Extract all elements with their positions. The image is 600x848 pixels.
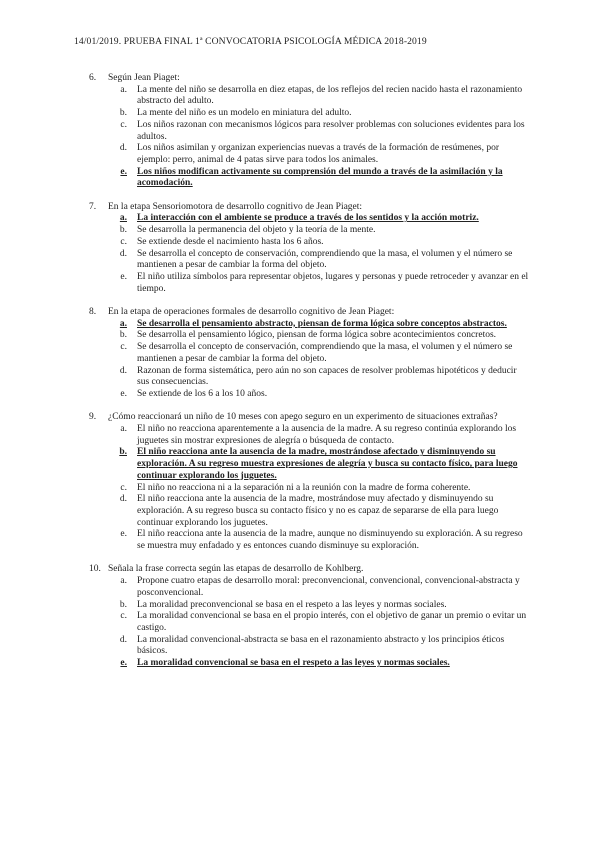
option-letter: d.	[119, 365, 127, 376]
option-text: La moralidad preconvencional se basa en el respeto a las leyes y normas sociales.	[137, 599, 447, 610]
option-text: Los niños asimilan y organizan experiencias nuevas a través de la formación de resúmenes, por ejemplo: perro, animal de 4 patas sirve para todos los animales.	[137, 143, 500, 165]
option-text: La mente del niño se desarrolla en diez etapas, de los reflejos del recien nacido hasta el razonamiento abstracto del adulto.	[137, 84, 523, 107]
option-b	[110, 330, 529, 342]
option-letter: c.	[120, 119, 127, 130]
option-letter: a.	[119, 318, 127, 329]
question-8	[89, 307, 529, 401]
option-b	[110, 225, 529, 237]
question-number: 7.	[89, 201, 97, 212]
question-10	[89, 564, 529, 669]
option-c	[110, 120, 529, 143]
option-c	[110, 342, 529, 365]
option-b-correct	[110, 447, 529, 482]
option-letter: e.	[120, 658, 127, 669]
question-text: Según Jean Piaget:	[108, 73, 180, 83]
question-text: Señala la frase correcta según las etapas de desarrollo de Kohlberg.	[108, 564, 364, 575]
option-c	[110, 483, 529, 495]
option-d	[110, 366, 529, 389]
option-a	[110, 424, 529, 447]
option-letter: a.	[120, 576, 127, 587]
option-list	[89, 85, 529, 190]
option-text: El niño utiliza símbolos para representar objetos, lugares y personas y puede retroceder y avanzar en el tiempo.	[137, 271, 529, 294]
option-text: El niño no reacciona ni a la separación ni a la reunión con la madre de forma coherente.	[137, 482, 471, 493]
question-6	[89, 73, 529, 190]
option-letter: b.	[119, 330, 127, 341]
question-text: ¿Cómo reaccionará un niño de 10 meses con apego seguro en un experimento de situaciones extrañas?	[108, 412, 498, 423]
option-e	[110, 529, 529, 552]
option-letter: e.	[120, 166, 127, 177]
question-number: 10.	[89, 564, 101, 575]
option-list	[89, 319, 529, 401]
option-letter: e.	[120, 271, 127, 282]
option-text: Se extiende desde el nacimiento hasta los 6 años.	[137, 236, 324, 247]
option-text: Se desarrolla el concepto de conservación, comprendiendo que la masa, el volumen y el número se mantienen a pesar de cambiar la forma del objeto.	[137, 342, 513, 364]
option-text: Propone cuatro etapas de desarrollo moral: preconvencional, convencional, convencional-abstracta y posconvencional.	[137, 576, 520, 598]
option-letter: c.	[120, 611, 127, 622]
option-text: El niño no reacciona aparentemente a la ausencia de la madre. A su regreso continúa explorando los juguetes sin mostrar expresiones de alegría o búsqueda de contacto.	[137, 424, 517, 446]
option-letter: b.	[119, 447, 127, 458]
option-text: Se desarrolla el pensamiento lógico, piensan de forma lógica sobre acontecimientos concretos.	[137, 330, 497, 341]
option-list	[89, 576, 529, 670]
option-text: El niño reacciona ante la ausencia de la madre, mostrándose muy afectado y disminuyendo su exploración. A su regreso busca su contacto físico y no es capaz de separarse de ella para luego continuar explorando los juguetes.	[137, 494, 499, 528]
option-letter: d.	[119, 143, 127, 154]
option-text: Los niños razonan con mecanismos lógicos para resolver problemas con soluciones evidentes para los adultos.	[137, 119, 525, 142]
option-text: Razonan de forma sistemática, pero aún no son capaces de resolver problemas hipotéticos y deducir sus consecuencias.	[137, 365, 517, 388]
option-letter: a.	[120, 84, 127, 95]
option-text: Se extiende de los 6 a los 10 años.	[137, 388, 268, 399]
question-7	[89, 202, 529, 296]
option-letter: c.	[120, 236, 127, 247]
option-letter: c.	[120, 482, 127, 493]
option-letter: a.	[119, 213, 127, 224]
question-number: 9.	[89, 412, 97, 423]
option-list	[89, 424, 529, 553]
option-d	[110, 494, 529, 529]
option-c	[110, 611, 529, 634]
option-list	[89, 213, 529, 295]
option-d	[110, 635, 529, 658]
option-e	[110, 389, 529, 401]
option-letter: d.	[119, 248, 127, 259]
option-letter: c.	[120, 342, 127, 353]
option-text: Se desarrolla el pensamiento abstracto, piensan de forma lógica sobre conceptos abstractos.	[137, 318, 507, 329]
option-text: Se desarrolla la permanencia del objeto y la teoría de la mente.	[137, 225, 376, 236]
option-e-correct	[110, 658, 529, 670]
option-letter: b.	[119, 225, 127, 236]
option-text: La moralidad convencional se basa en el propio interés, con el objetivo de ganar un premio o evitar un castigo.	[137, 611, 527, 633]
option-text: La moralidad convencional-abstracta se basa en el razonamiento abstracto y los principios éticos básicos.	[137, 634, 505, 657]
option-letter: b.	[119, 108, 127, 119]
option-text: La interacción con el ambiente se produce a través de los sentidos y la acción motriz.	[137, 213, 479, 224]
option-text: Se desarrolla el concepto de conservación, comprendiendo que la masa, el volumen y el número se mantienen a pesar de cambiar la forma del objeto.	[137, 248, 513, 271]
option-b	[110, 600, 529, 612]
option-text: El niño reacciona ante la ausencia de la madre, aunque no disminuyendo su exploración. A su regreso se muestra muy enfadado y es entonces cuando disminuye su exploración.	[137, 529, 523, 552]
option-e-correct	[110, 167, 529, 190]
option-c	[110, 237, 529, 249]
question-number: 8.	[89, 307, 97, 318]
option-a-correct	[110, 213, 529, 225]
option-letter: e.	[120, 529, 127, 540]
question-list	[89, 73, 529, 681]
option-letter: e.	[120, 388, 127, 399]
question-text: En la etapa de operaciones formales de desarrollo cognitivo de Jean Piaget:	[108, 307, 395, 318]
option-d	[110, 249, 529, 272]
option-d	[110, 143, 529, 166]
option-letter: d.	[119, 634, 127, 645]
question-9	[89, 412, 529, 552]
option-text: La moralidad convencional se basa en el respeto a las leyes y normas sociales.	[137, 658, 450, 669]
option-letter: a.	[120, 424, 127, 435]
question-number: 6.	[89, 73, 97, 83]
option-text: La mente del niño es un modelo en miniatura del adulto.	[137, 108, 352, 119]
option-a	[110, 85, 529, 108]
page-header: 14/01/2019. PRUEBA FINAL 1ª CONVOCATORIA PSICOLOGÍA MÉDICA 2018-2019	[74, 36, 427, 47]
option-e	[110, 272, 529, 295]
option-b	[110, 108, 529, 120]
question-text: En la etapa Sensoriomotora de desarrollo cognitivo de Jean Piaget:	[108, 201, 363, 212]
option-text: El niño reacciona ante la ausencia de la madre, mostrándose afectado y disminuyendo su exploración. A su regreso muestra expresiones de alegría y busca su contacto físico, para luego continuar explorando los juguetes.	[137, 447, 518, 481]
option-a	[110, 576, 529, 599]
option-a-correct	[110, 319, 529, 331]
option-text: Los niños modifican activamente su comprensión del mundo a través de la asimilación y la acomodación.	[137, 166, 503, 189]
option-letter: b.	[119, 599, 127, 610]
option-letter: d.	[119, 494, 127, 505]
